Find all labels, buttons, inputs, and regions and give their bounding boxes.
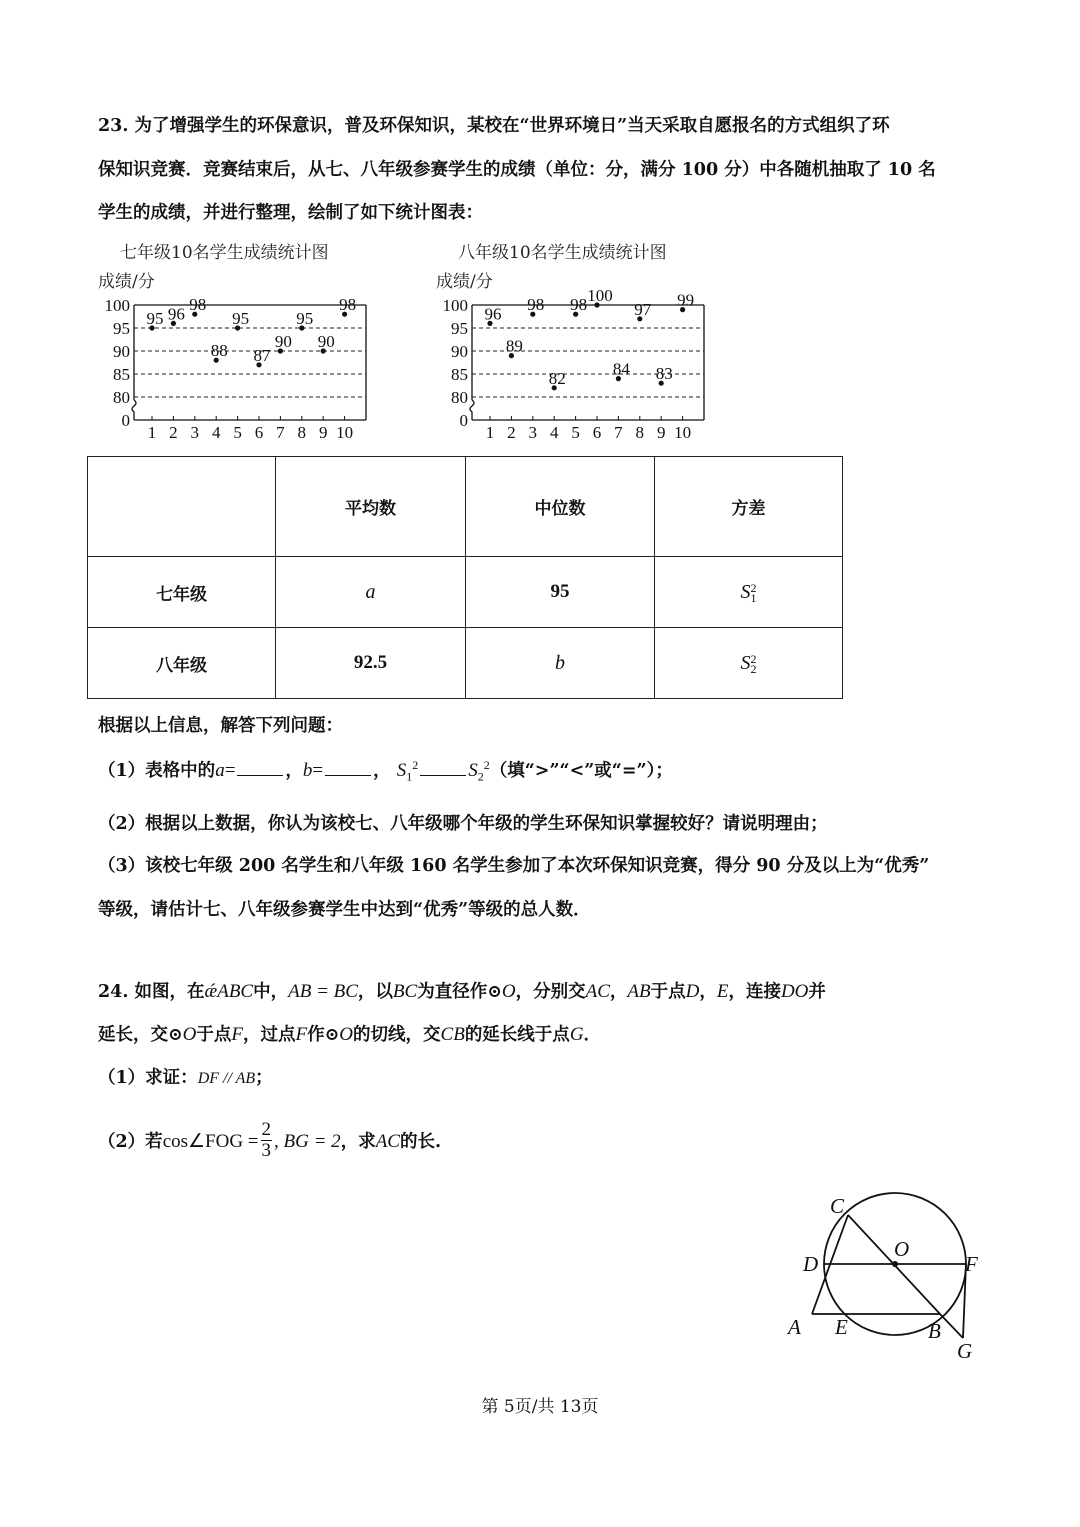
q24-part2 (98, 1119, 988, 1163)
x-tick-label: 5 (233, 423, 242, 442)
expr-df-parallel-ab: DF // AB (197, 1070, 256, 1087)
y-tick-label: 80 (113, 388, 130, 407)
chart1-plot (90, 288, 380, 448)
text: ，连接 (728, 982, 781, 1002)
y-tick-label: 85 (451, 365, 468, 384)
data-label: 90 (317, 332, 335, 351)
text: 24. 如图，在 (98, 982, 205, 1002)
equals-sign: = (224, 760, 236, 781)
data-label: 95 (296, 309, 314, 328)
answer-blank (325, 761, 371, 776)
center-dot (892, 1261, 898, 1267)
point-f: F (231, 1024, 244, 1045)
point-o: O (182, 1024, 197, 1045)
text: ，求 (340, 1132, 376, 1152)
x-tick-label: 10 (336, 423, 354, 442)
variance-symbol: S (740, 651, 751, 674)
y-tick-label: 85 (113, 365, 130, 384)
var-b: b (302, 760, 313, 781)
table-cell-median (466, 628, 655, 699)
seg-ac: AC (585, 981, 610, 1002)
y-tick-label: 90 (113, 342, 130, 361)
text: （2）若 (98, 1132, 163, 1152)
fraction-numerator: 2 (261, 1119, 272, 1140)
label-f: F (965, 1252, 978, 1276)
table-cell-variance (655, 628, 843, 699)
text: ， (609, 982, 628, 1002)
q24-line1 (98, 978, 988, 1003)
y-axis-break (470, 400, 474, 420)
y-tick-label: 0 (121, 411, 130, 430)
q24-line2 (98, 1021, 988, 1046)
x-tick-label: 3 (190, 423, 200, 442)
q23-part1 (98, 757, 988, 785)
x-tick-label: 2 (507, 423, 516, 442)
x-tick-label: 7 (614, 423, 623, 442)
data-label: 98 (339, 295, 357, 315)
table-header-row (88, 457, 843, 557)
variance-sub: 1 (750, 591, 757, 605)
segment-bg (940, 1314, 963, 1338)
y-tick-label: 100 (442, 296, 468, 315)
text: ； (255, 1068, 273, 1088)
data-label: 82 (548, 368, 566, 388)
label-o: O (894, 1237, 910, 1261)
comma: ， (373, 761, 391, 781)
chart2-plot (428, 288, 718, 448)
text: 于点 (650, 982, 686, 1002)
x-tick-label: 9 (656, 423, 666, 442)
q23-intro: 根据以上信息，解答下列问题： (98, 716, 343, 736)
label-d: D (803, 1252, 819, 1276)
table-cell-grade: 八年级 (88, 628, 276, 699)
point-g: G (569, 1024, 584, 1045)
y-tick-label: 80 (451, 388, 468, 407)
mean-symbol: a (365, 580, 376, 603)
sub-1: 1 (406, 769, 413, 784)
x-tick-label: 2 (169, 423, 178, 442)
x-tick-label: 8 (297, 423, 307, 442)
data-label: 98 (570, 295, 588, 315)
y-tick-label: 90 (451, 342, 468, 361)
mean-value: 92.5 (353, 652, 388, 673)
text: ，以 (357, 982, 393, 1002)
text: 于点 (196, 1025, 232, 1045)
median-value: 95 (550, 581, 570, 602)
seg-bc: BC (392, 981, 418, 1002)
answer-blank (237, 761, 283, 776)
table-cell-median (466, 557, 655, 628)
text: 的切线，交 (353, 1025, 441, 1045)
var-s2: S (468, 760, 478, 781)
text: ， (699, 982, 717, 1002)
table-header-cell: 平均数 (276, 457, 466, 557)
equals-sign: = (312, 760, 324, 781)
table-cell-grade: 七年级 (88, 557, 276, 628)
y-tick-label: 95 (113, 319, 130, 338)
median-symbol: b (555, 651, 565, 674)
data-label: 97 (634, 299, 652, 319)
geometry-figure (780, 1188, 1000, 1368)
data-label: 95 (232, 309, 250, 328)
text: 的长. (399, 1132, 442, 1152)
table-header-cell: 方差 (655, 457, 843, 557)
y-tick-label: 100 (104, 296, 130, 315)
chart1-ylabel: 成绩/分 (98, 272, 155, 292)
fraction-denominator: 3 (261, 1140, 272, 1161)
page-footer: 第 5页/共 13页 (481, 1397, 599, 1417)
chart2-title: 八年级10名学生成绩统计图 (458, 243, 667, 263)
point-o: O (501, 981, 516, 1002)
table-header-cell: 中位数 (466, 457, 655, 557)
answer-blank (420, 761, 466, 776)
seg-cb: CB (440, 1024, 465, 1045)
point-d: D (685, 981, 700, 1002)
table-cell-mean (276, 557, 466, 628)
table-cell-mean (276, 628, 466, 699)
table-cell-variance (655, 557, 843, 628)
text: ，分别交 (515, 982, 586, 1002)
comma: ， (285, 761, 303, 781)
seg-ac: AC (375, 1131, 400, 1152)
q23-line1: 23. 为了增强学生的环保意识，普及环保知识，某校在“世界环境日”当天采取自愿报名的方式组织了环 (98, 116, 890, 136)
q24-part1 (98, 1064, 988, 1089)
x-tick-label: 6 (592, 423, 602, 442)
x-tick-label: 10 (674, 423, 692, 442)
text: ． (583, 1025, 602, 1045)
text: 作⊙ (307, 1025, 340, 1045)
bg-expression: , BG = 2 (274, 1131, 341, 1152)
fill-hint: （填“>”“<”或“=”）； (489, 761, 673, 781)
data-label: 89 (505, 336, 523, 356)
table-row (88, 628, 843, 699)
q23-line3: 学生的成绩，并进行整理，绘制了如下统计图表： (98, 203, 483, 223)
seg-do: DO (780, 981, 809, 1002)
part1-label: （1）表格中的 (98, 761, 216, 781)
x-tick-label: 9 (318, 423, 328, 442)
variance-sup: 2 (750, 581, 757, 595)
text: 并 (808, 982, 826, 1002)
data-label: 83 (655, 364, 673, 384)
text: ，过点 (243, 1025, 296, 1045)
label-a: A (788, 1315, 801, 1339)
point-o: O (339, 1024, 354, 1045)
data-label: 96 (167, 304, 185, 324)
variance-sup: 2 (750, 652, 757, 666)
seg-ab: AB (627, 981, 651, 1002)
x-tick-label: 5 (571, 423, 580, 442)
text: （1）求证： (98, 1068, 198, 1088)
text: 延长，交⊙ (98, 1025, 183, 1045)
x-tick-label: 1 (485, 423, 495, 442)
chart2-ylabel: 成绩/分 (436, 272, 493, 292)
y-tick-label: 95 (451, 319, 468, 338)
q23-line2: 保知识竞赛．竞赛结束后，从七、八年级参赛学生的成绩（单位：分，满分 100 分）中各随机抽取了 10 名 (98, 160, 936, 180)
data-label: 99 (677, 290, 695, 310)
label-e: E (835, 1315, 848, 1339)
text: 中， (253, 982, 289, 1002)
x-tick-label: 4 (211, 423, 221, 442)
point-f: F (295, 1024, 308, 1045)
table-header-cell (88, 457, 276, 557)
sup-2: 2 (483, 758, 490, 773)
label-g: G (957, 1339, 973, 1363)
x-tick-label: 4 (549, 423, 559, 442)
data-label: 84 (612, 359, 630, 379)
q23-part2: （2）根据以上数据，你认为该校七、八年级哪个年级的学生环保知识掌握较好？请说明理由； (98, 814, 828, 834)
data-label: 98 (527, 295, 545, 315)
data-label: 96 (484, 304, 502, 324)
stats-table (87, 456, 843, 699)
data-label: 95 (146, 309, 164, 328)
point-e: E (716, 981, 729, 1002)
x-tick-label: 7 (276, 423, 285, 442)
q23-part3-line2: 等级，请估计七、八年级参赛学生中达到“优秀”等级的总人数． (98, 900, 591, 920)
label-b: B (928, 1319, 941, 1343)
data-label: 87 (253, 345, 271, 365)
data-label: 100 (587, 288, 613, 305)
var-a: a (215, 760, 225, 781)
table-row (88, 557, 843, 628)
q23-part3-line1: （3）该校七年级 200 名学生和八年级 160 名学生参加了本次环保知识竞赛，得分 90 分及以上为“优秀” (98, 856, 930, 876)
text: 的延长线于点 (464, 1025, 570, 1045)
chart1-title: 七年级10名学生成绩统计图 (120, 243, 329, 263)
triangle-abc: ǽABC (204, 981, 254, 1002)
variance-sub: 2 (750, 662, 757, 676)
sup-2: 2 (412, 758, 419, 773)
x-tick-label: 1 (147, 423, 157, 442)
variance-symbol: S (740, 580, 751, 603)
y-tick-label: 0 (459, 411, 468, 430)
var-s1: S (396, 760, 407, 781)
x-tick-label: 3 (528, 423, 538, 442)
x-tick-label: 8 (635, 423, 645, 442)
eq-ab-bc: AB = BC (288, 981, 358, 1002)
label-c: C (830, 1194, 845, 1218)
x-tick-label: 6 (254, 423, 264, 442)
y-axis-break (132, 400, 136, 420)
data-label: 88 (210, 341, 228, 361)
data-label: 90 (274, 332, 292, 351)
cos-expression: cos∠FOG = (162, 1131, 259, 1152)
sub-2: 2 (477, 769, 484, 784)
text: 为直径作⊙ (417, 982, 502, 1002)
data-label: 98 (189, 295, 207, 315)
